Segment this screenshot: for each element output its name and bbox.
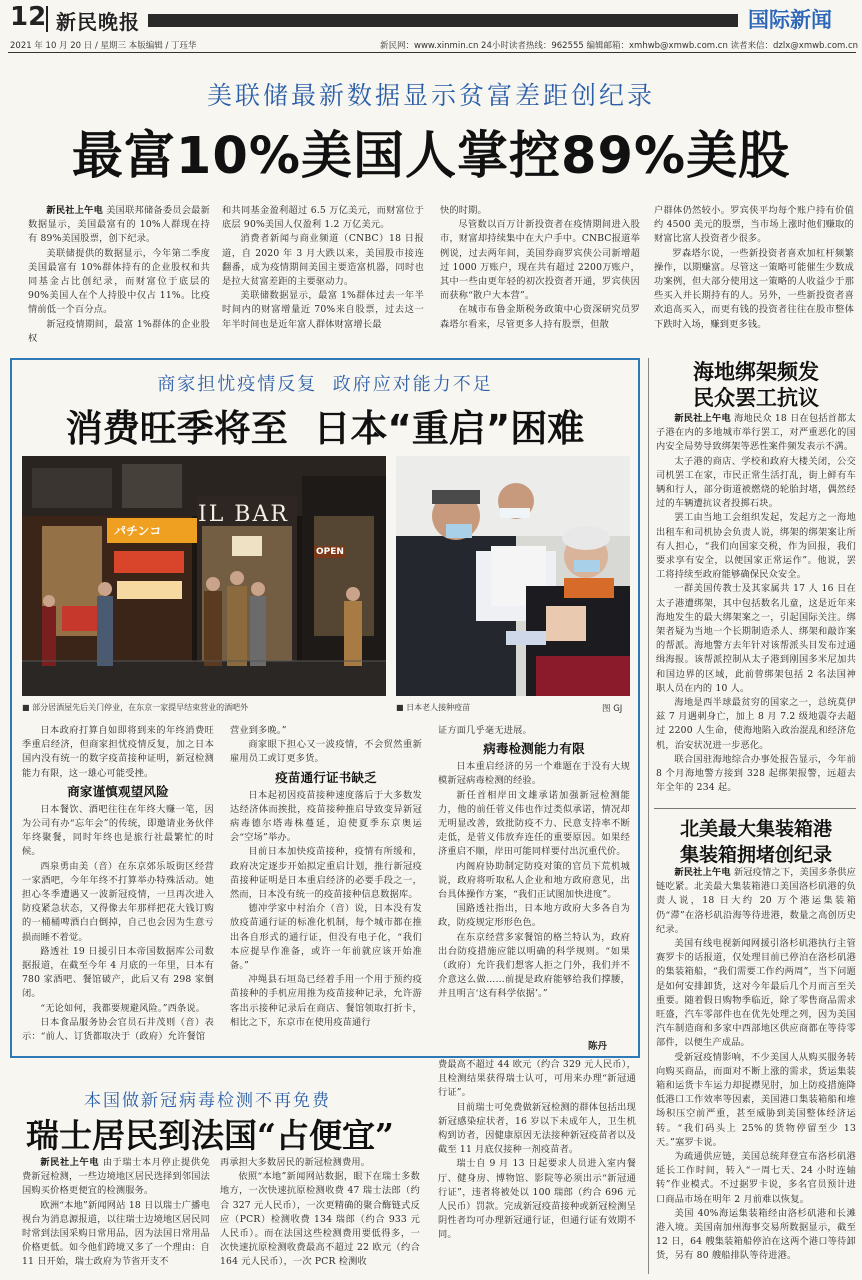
photo-tokyo-bar bbox=[22, 456, 386, 696]
header-divider bbox=[46, 6, 48, 32]
story2-paragraph: 营业到多晚。” bbox=[230, 725, 287, 736]
story4-paragraph: 罢工由当地工会组织发起，发起方之一海地出租车和司机协会负责人说，绑架的绑架案让所有人担心，“我们向国家交税，作为回报，我们要求享有安全，以便国家正常运作”。他说，罢工将持续至政府能够确保民众安全。 bbox=[656, 512, 856, 581]
contact-line: 新民网：www.xinmin.cn 24小时读者热线：962555 编辑邮箱：xmhwb@xmwb.com.cn 读者来信：dzlx@xmwb.com.cn bbox=[380, 41, 859, 51]
story2-subhead-2: 疫苗通行证书缺乏 bbox=[275, 769, 377, 785]
story1-paragraph: 在城市布鲁金斯税务政策中心资深研究员罗森塔尔看来，尽管更多人持有股票，但散 bbox=[440, 304, 640, 330]
story4-paragraph: 联合国驻海地综合办事处报告显示，今年前 8 个月海地警方接到 328 起绑架报警，远超去年全年的 234 起。 bbox=[656, 753, 856, 794]
story4-headline-line1: 海地绑架频发 bbox=[693, 360, 819, 384]
story3-paragraph: 欧洲“本地”新闻网站 18 日以瑞士广播电视台为消息源报道，以往瑞士边境地区居民同时常到法国采购日常用品，因为法国日常用品价格更低。如今他们跨境又多了一个理由：自 11 日开始，瑞士政府为节省开支不 bbox=[22, 1199, 210, 1268]
story1-paragraph: 和共同基金盈利超过 6.5 万亿美元，而财富位于底层 90%美国人仅盈利 1.2 万亿美元。 bbox=[222, 205, 424, 231]
story2-paragraph: 目前日本加快疫苗接种，疫情有所缓和，政府决定逐步开始拟定重启计划，推行新冠疫苗接种证明是日本重启经济的必要手段之一，然而，日本没有统一的疫苗接种信息数据库。 bbox=[230, 846, 422, 901]
story2-headline: 消费旺季将至 日本“重启”困难 bbox=[65, 407, 585, 450]
story3-col1 bbox=[22, 1156, 210, 1274]
section-title: 国际新闻 bbox=[748, 8, 832, 32]
story3-text: 由于瑞士本月停止提供免费新冠检测，一些边境地区居民选择到邻国法国购买价格更便宜的检测服务。 bbox=[22, 1157, 210, 1197]
story5-headline-line1: 北美最大集装箱港 bbox=[679, 818, 832, 840]
story1-kicker: 美联储最新数据显示贫富差距创纪录 bbox=[206, 81, 655, 110]
story1-paragraph: 户群体仍然较小。罗宾侠平均每个账户持有价值约 4500 美元的股票，当市场上涨时他们赚取的财富比富人投资者少很多。 bbox=[654, 205, 854, 245]
caption-right: ■ 日本老人接种疫苗 bbox=[396, 703, 471, 712]
header-bar bbox=[148, 14, 738, 27]
story2-paragraph: 商家眼下担心又一波疫情，不会贸然重新雇用员工或订更多货。 bbox=[230, 739, 422, 765]
masthead bbox=[0, 0, 862, 52]
story2-paragraph: 日本政府打算自如即将到来的年终消费旺季重启经济，但商家担忧疫情反复，加之日本国内没有统一的数字疫苗接种证明，新冠检测能力有限，这一雄心可能受挫。 bbox=[22, 725, 214, 779]
story4-paragraph: 一群美国传教士及其家属共 17 人 16 日在太子港遭绑架，其中包括数名儿童，这是近年来海地发生的最大绑架案之一，引起国际关注。绑架者疑为当地一个长期制造杀人、绑架和敲诈案的帮派。海地警方去年针对该帮派头目发布过通缉海报。该帮派控制从太子港到刚国多米尼加共和国边界的区域，此前曾绑架包括 2 名法国神职人员在内的 10 人。 bbox=[656, 583, 856, 694]
story1-col2 bbox=[222, 204, 424, 344]
story2-paragraph: 日本起初因疫苗接种速度落后于大多数发达经济体而挨批，疫苗接种推启导致变异新冠病毒德尔塔毒株蔓延，迫使夏季东京奥运会“空场”举办。 bbox=[230, 789, 422, 844]
sign-pachinko: パチンコ bbox=[114, 524, 162, 538]
story3-col3 bbox=[438, 1058, 636, 1274]
header-rule bbox=[8, 52, 856, 53]
story5-paragraph: 美国有线电视新闻网援引洛杉矶港执行主管赛罗卡的话报道，仅处理目前已停泊在洛杉矶港的集装箱船，“我们需要工作约两周”，当下问题是如何安排卸货，这对今年最后几个月而言至关重要。随着假日购物季临近，除了零售商品需求旺盛，汽车零部件也在优先处理之列，因为美国汽车制造商和多家中西部地区供应商都在等待零部件，以便生产成品。 bbox=[656, 938, 856, 1049]
story2-paragraph: 证方面几乎毫无进展。 bbox=[438, 725, 532, 736]
story3-kicker: 本国做新冠病毒检测不再免费 bbox=[84, 1091, 331, 1111]
caption-left: ■ 部分居酒屋先后关门停业，在东京一家提早结束营业的酒吧外 bbox=[22, 703, 249, 712]
story1-paragraph: 快的时期。 bbox=[440, 205, 487, 216]
story2-paragraph: 冲绳县石垣岛已经着手用一个用于预约疫苗接种的手机应用推为疫苗接种记录，允许游客出示接种记录后在商店、餐馆领取打折卡，相比之下，东京市在使用疫苗通行 bbox=[230, 974, 422, 1028]
story1-paragraph: 罗森塔尔说，一些新投资者喜欢加杠杆频繁操作，以期赚富。尽管这一策略可能催生少数成功案例，但大部分使用这一策略的人收益少于那些买入并长期持有的人。另外，一些新投资者喜欢追高买入，而更有钱的投资者往往在股市整体下跌时入场，赚到更多钱。 bbox=[654, 247, 854, 330]
right-column-divider bbox=[654, 808, 856, 809]
story3-paragraph: 目前瑞士可免费做新冠检测的群体包括出现新冠感染症状者，16 岁以下未成年人，卫生机构到访者，因健康原因无法接种新冠疫苗者以及截至 11 月底仅接种一剂疫苗者。 bbox=[438, 1101, 636, 1156]
story1-paragraph: 美联储提供的数据显示，今年第二季度美国最富有 10%群体持有的企业股权和共同基金占比创纪录，而财富位于底层的 90%美国人在个人持股中仅占 11%。比疫情前低一个百分点。 bbox=[28, 247, 210, 316]
story4-paragraph: 太子港的商店、学校和政府大楼关闭，公交司机罢工在家，市民正常生活打乱，街上鲜有车辆和行人，部分街道被燃烧的轮胎封堵，偶然经过的车辆遭抗议者投掷石块。 bbox=[656, 455, 856, 510]
tokyo-bar-illustration bbox=[22, 456, 386, 696]
story2-kicker: 商家担忧疫情反复 政府应对能力不足 bbox=[157, 374, 493, 395]
story5-paragraph: 美国 40%海运集装箱经由洛杉矶港和长滩港入境。美国南加州海事交易所数据显示，截至 12 日，64 艘集装箱船停泊在这两个港口等待卸货，另有 80 艘船排队等待进港。 bbox=[656, 1207, 856, 1262]
story2-subhead-1: 商家谨慎观望风险 bbox=[67, 783, 169, 799]
story3-paragraph: 依照“本地”新闻网站数据，眼下在瑞士多数地方，一次快速抗原检测收费 47 瑞士法郎（约合 327 元人民币），一次更精确的聚合酶链式反应（PCR）检测收费 134 瑞郎（约合 933 元人民币）。而在法国这些检测费用要低得多，一次快速抗原检测收费最高不超过 22 欧元（约合 164 元人民币），一次 PCR 检测收 bbox=[220, 1171, 420, 1268]
story5-paragraph: 受新冠疫情影响，不少美国人从购买服务转向购买商品，而面对不断上涨的需求，货运集装箱和运货卡车运力却捉襟见肘，加上防疫措施降低港口工作效率等因素，美国港口集装箱船和堆场积压空前严重，甚至威胁到美国整体经济运转。“我们码头上 25%的货物停留至少 13 天。”塞罗卡说。 bbox=[656, 1051, 856, 1148]
photo-vaccination bbox=[396, 456, 630, 696]
story3-paragraph: 费最高不超过 44 欧元（约合 329 元人民币），且检测结果获得瑞士认可，可用来办理“新冠通行证”。 bbox=[438, 1059, 636, 1099]
story5-headline-line2: 集装箱拥堵创纪录 bbox=[679, 844, 832, 866]
story2-col2 bbox=[230, 724, 422, 1050]
story4-text: 海地民众 18 日在包括首都太子港在内的多地城市举行罢工，对严重恶化的国内安全局势导致绑架等恶性案件频发表示不满。 bbox=[656, 413, 856, 453]
dateline: 2021 年 10 月 20 日 / 星期三 本版编辑 / 丁珏华 bbox=[10, 41, 197, 51]
story4-headline-line2: 民众罢工抗议 bbox=[693, 386, 819, 410]
story2-paragraph: 在东京经营多家餐馆的格兰特认为，政府出台防疫措施应能以明确的科学规则。“如果（政府）允许我们想客人拒之门外，我们并不介意这么做……前提是政府能够给我们撑腰，并且明言‘这有科学依据’。” bbox=[438, 931, 630, 1000]
story5-text: 新冠疫情之下，美国多条供应链吃紧。北美最大集装箱港口美国洛杉矶港的负责人说，18 日大约 20 万个港运集装箱仍“滞”在洛杉矶沿海等待进港，数量之高创历史纪录。 bbox=[656, 867, 856, 935]
story2-paragraph: “无论如何，我都要规避风险。”西条说。 bbox=[40, 1002, 206, 1014]
story1-text: 美国联邦储备委员会最新数据显示，美国最富有的 10%人群现在持有 89%美国股票，创下纪录。 bbox=[28, 205, 210, 245]
story2-subhead-3: 病毒检测能力有限 bbox=[483, 741, 585, 757]
story1-paragraph: 尽管数以百万计新投资者在疫情期间进入股市，财富却持续集中在大户手中。CNBC报道举例说，过去两年间，美国券商罗宾侠公司新增超过 1000 万账户，现在共有超过 2200万账户，其中一些由更年轻的初次投资者开通，罗宾侠因而获称“散户大本营”。 bbox=[440, 219, 640, 302]
story1-paragraph: 新冠疫情期间，最富 1%群体的企业股权 bbox=[28, 318, 210, 344]
story4-paragraph: 海地是西半球最贫穷的国家之一，总统莫伊兹 7 月遇刺身亡，加上 8 月 7.2 级地震夺去超过 2200 人生命，使海地陷入政治混乱和经济危机，治安状况进一步恶化。 bbox=[656, 697, 856, 751]
story2-paragraph: 国路透社指出，日本地方政府大多各自为政，防疫规定形形色色。 bbox=[438, 903, 630, 929]
page-number: 12 bbox=[10, 2, 47, 32]
story2-paragraph: 内阁府协助制定防疫对策的官员下荒机城说，政府将听取私人企业和地方政府意见，出台具体操作方案，“我们正试图加快进度”。 bbox=[438, 860, 630, 901]
sign-open: OPEN bbox=[316, 547, 344, 557]
right-column-rule bbox=[648, 358, 649, 1274]
vaccination-illustration bbox=[396, 456, 630, 696]
story2-paragraph: 路透社 19 日援引日本帝国数据库公司数据报道，在截至今年 4 月底的一年里，日本有 780 家酒吧、餐馆破产，此后又有 298 家倒闭。 bbox=[22, 945, 214, 1000]
story2-paragraph: 日本重启经济的另一个难题在于没有大规模新冠病毒检测的经验。 bbox=[438, 761, 630, 787]
story2-paragraph: 日本食品服务协会官员石井茂则（音）表示：“前人、订货都取决于（政府）允许餐馆 bbox=[22, 1016, 214, 1043]
story3-paragraph: 再承担大多数居民的新冠检测费用。 bbox=[220, 1157, 371, 1168]
paper-name: 新民晚报 bbox=[56, 10, 140, 34]
story2-paragraph: 德冲学家中村治介（音）说，日本没有发放疫苗通行证的标准化机制，每个城市都在推出各自形式的通行证，但没有电子化，“我们本应提早作准备，或许一年前就应该开始准备。” bbox=[230, 903, 422, 972]
story1-paragraph: 消费者新闻与商业频道（CNBC）18 日报道，自 2020 年 3 月大跌以来，美国股市接连翻番，成为疫情期间美国主要造富机器，同时也是拉大贫富差距的主要驱动力。 bbox=[222, 233, 424, 288]
story2-paragraph: 新任首相岸田文雄承诺加强新冠检测能力，他的前任菅义伟也作过类似承诺，情况却无明显改善，致批防疫不力、民意支持率不断走低，是菅义伟放弃连任的重要原因。如果经济重启不顺，岸田可能同样要付出沉重代价。 bbox=[438, 789, 630, 858]
story3-paragraph: 瑞士自 9 月 13 日起要求人员进入室内餐厅、健身房、博物馆、影院等必须出示“新冠通行证”，违者将被处以 100 瑞郎（约合 696 元人民币）罚款。完成新冠疫苗接种或新冠检测呈阴性者均可办理新冠通行证，但通行证有效期不同。 bbox=[438, 1158, 636, 1241]
story5-lead: 新民社上午电 bbox=[674, 867, 731, 878]
sign-il-bar: IL BAR bbox=[198, 502, 289, 527]
story1-lead: 新民社上午电 bbox=[46, 205, 104, 216]
story1-headline: 最富10%美国人掌控89%美股 bbox=[71, 127, 791, 186]
story2-byline: 陈丹 bbox=[588, 1041, 608, 1052]
story1-paragraph: 美联储数据显示，最富 1%群体过去一年半时间内的财富增量近 70%来自股票，过去这一年半时间也是近年富人群体财富增长最 bbox=[222, 290, 424, 330]
story5-paragraph: 为疏通供应链，美国总统拜登宣布洛杉矶港延长工作时间，转入“一周七天、24 小时连轴转”作业模式。不过据罗卡说，多名官员预计进口商品市场在明年 2 月前难以恢复。 bbox=[656, 1151, 856, 1205]
story2-col1 bbox=[22, 724, 214, 1050]
story1-col3 bbox=[440, 204, 640, 344]
story2-paragraph: 西泉勇由美（音）在东京郊乐坂街区经营一家酒吧，今年年终不打算举办特殊活动。她担心冬季遭遇又一波新冠疫情，一旦再次进入防疫紧急状态，又得像去年那样把花大钱订购的一桶桶啤酒白白倒掉，自己也会因为生意亏损而睡不着觉。 bbox=[22, 860, 214, 943]
story2-col3 bbox=[438, 724, 630, 1036]
story4-lead: 新民社上午电 bbox=[674, 413, 731, 424]
photo-credit: 图 GJ bbox=[602, 704, 623, 714]
story3-headline: 瑞士居民到法国“占便宜” bbox=[26, 1116, 394, 1155]
story2-paragraph: 日本餐饮、酒吧往往在年终大赚一笔，因为公司有办“忘年会”的传统，即邀请业务伙伴年终聚餐，同时年终也是旅行社最繁忙的时候。 bbox=[22, 803, 214, 858]
story1-col1 bbox=[28, 204, 210, 344]
story5-body bbox=[656, 866, 856, 1274]
story1-col4 bbox=[654, 204, 854, 344]
story3-col2 bbox=[220, 1156, 420, 1274]
story3-lead: 新民社上午电 bbox=[40, 1157, 100, 1168]
story4-body bbox=[656, 412, 856, 806]
